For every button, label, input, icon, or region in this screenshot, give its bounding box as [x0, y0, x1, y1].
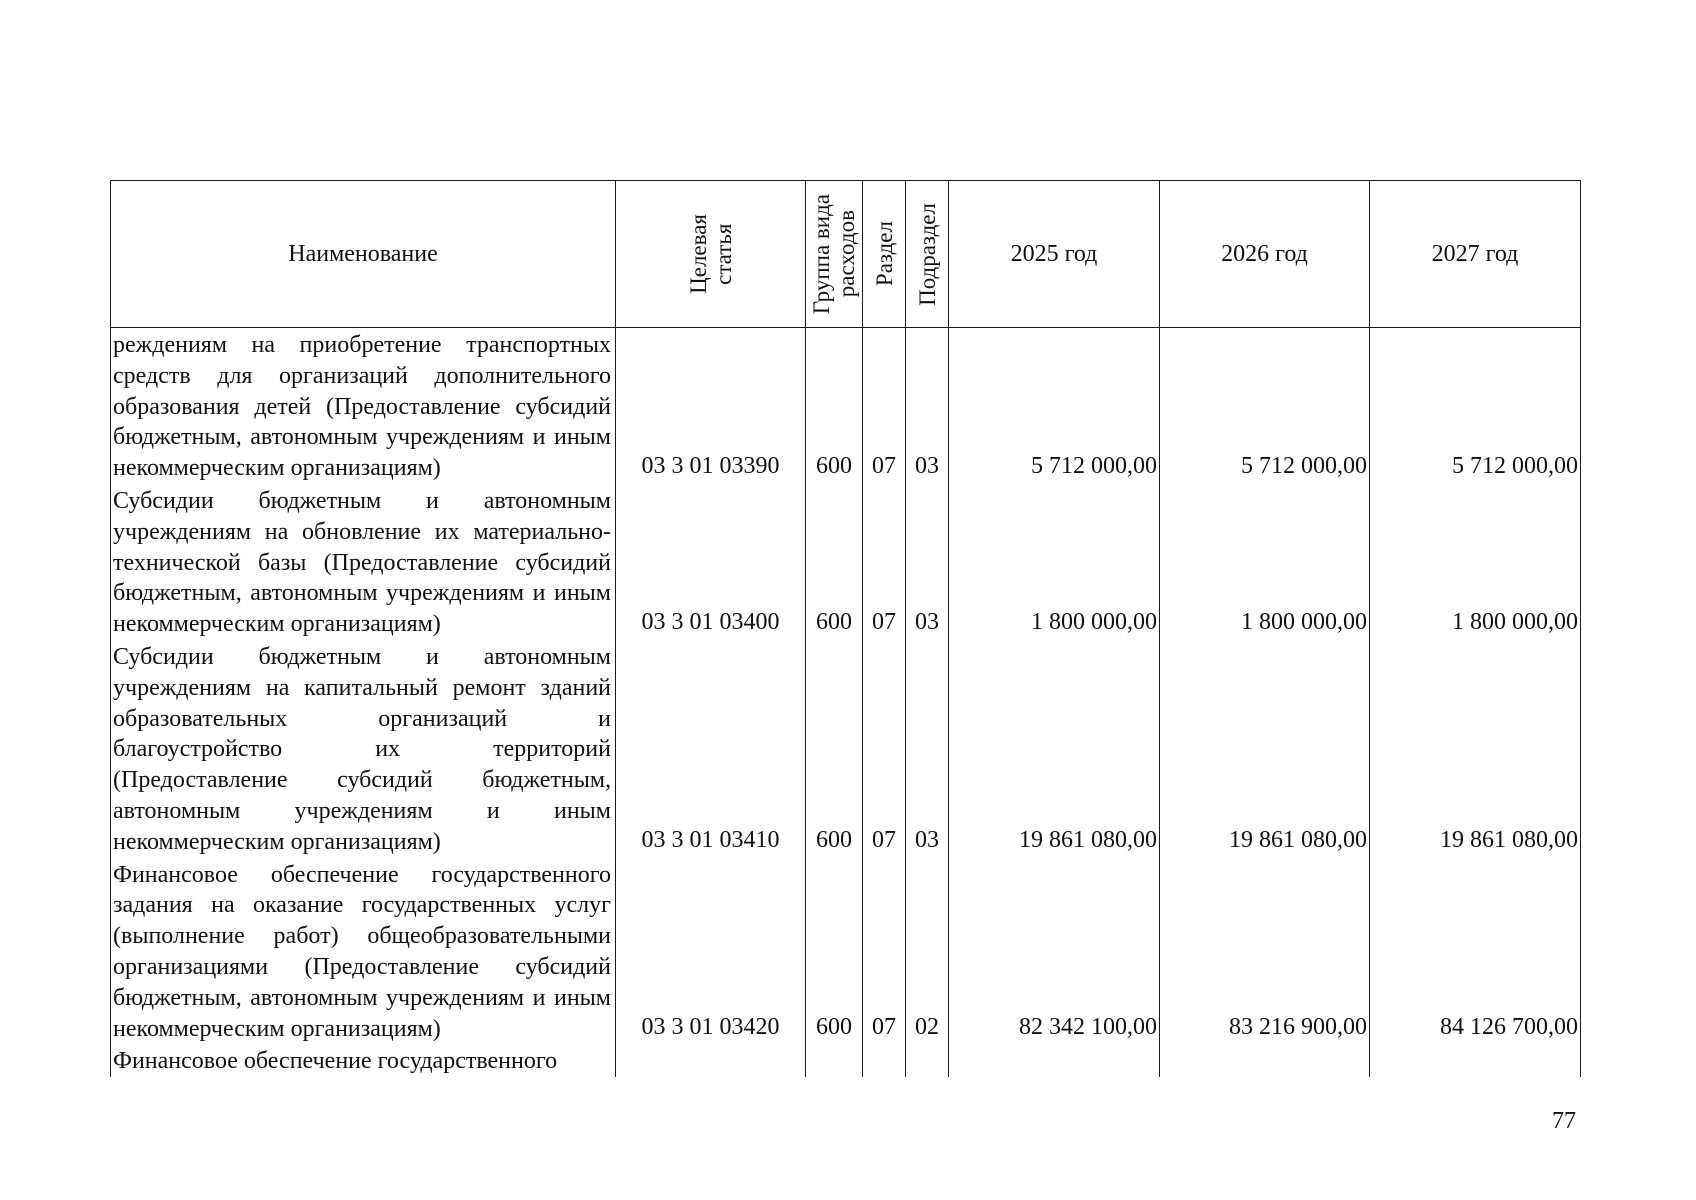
table-row [111, 640, 1581, 858]
header-year-2026: 2026 год [1160, 181, 1370, 328]
table-row [111, 858, 1581, 1045]
row-amount-2026 [1160, 1044, 1370, 1077]
row-expense-group: 600 [806, 328, 863, 484]
header-target-article [616, 181, 806, 328]
row-amount-2027 [1370, 1044, 1581, 1077]
row-target-article: 03 3 01 03390 [616, 328, 806, 484]
row-subsection [906, 1044, 949, 1077]
row-section: 07 [863, 858, 906, 1045]
row-amount-2027: 84 126 700,00 [1370, 858, 1581, 1045]
row-name: Субсидии бюджетным и автономным учреждениям на капитальный ремонт зданий образовательных организаций и благоустройство их территорий (Предоставление субсидий бюджетным, автономным учреждениям и иным некоммерческим организациям) [111, 640, 616, 858]
table-row [111, 1044, 1581, 1077]
header-expense-group [806, 181, 863, 328]
row-name: реждениям на приобретение транспортных средств для организаций дополнительного образования детей (Предоставление субсидий бюджетным, автономным учреждениям и иным некоммерческим организациям) [111, 328, 616, 484]
header-subsection-label: Подраздел [914, 202, 940, 306]
row-target-article: 03 3 01 03400 [616, 484, 806, 640]
header-section [863, 181, 906, 328]
row-subsection: 02 [906, 858, 949, 1045]
row-target-article: 03 3 01 03410 [616, 640, 806, 858]
row-amount-2025 [949, 1044, 1160, 1077]
row-subsection: 03 [906, 328, 949, 484]
row-expense-group: 600 [806, 858, 863, 1045]
row-expense-group [806, 1044, 863, 1077]
header-target-article-line1: Целевая [685, 214, 711, 294]
row-amount-2025: 1 800 000,00 [949, 484, 1160, 640]
row-target-article [616, 1044, 806, 1077]
row-expense-group: 600 [806, 484, 863, 640]
table-header [111, 181, 1581, 328]
header-expense-group-line2: расходов [834, 210, 859, 298]
row-name: Субсидии бюджетным и автономным учреждениям на обновление их материально-технической базы (Предоставление субсидий бюджетным, автономным учреждениям и иным некоммерческим организациям) [111, 484, 616, 640]
row-amount-2027: 19 861 080,00 [1370, 640, 1581, 858]
header-name: Наименование [111, 181, 616, 328]
row-section: 07 [863, 640, 906, 858]
row-amount-2026: 83 216 900,00 [1160, 858, 1370, 1045]
header-target-article-line2: статья [710, 223, 736, 285]
row-amount-2026: 19 861 080,00 [1160, 640, 1370, 858]
table-row [111, 328, 1581, 484]
row-amount-2025: 5 712 000,00 [949, 328, 1160, 484]
table-row [111, 484, 1581, 640]
row-expense-group: 600 [806, 640, 863, 858]
row-section: 07 [863, 328, 906, 484]
page-number: 77 [1552, 1108, 1576, 1134]
row-name: Финансовое обеспечение государственного [111, 1044, 616, 1077]
row-amount-2027: 1 800 000,00 [1370, 484, 1581, 640]
table-body [111, 328, 1581, 1078]
row-amount-2027: 5 712 000,00 [1370, 328, 1581, 484]
row-section [863, 1044, 906, 1077]
row-amount-2025: 82 342 100,00 [949, 858, 1160, 1045]
row-subsection: 03 [906, 640, 949, 858]
row-subsection: 03 [906, 484, 949, 640]
row-amount-2026: 1 800 000,00 [1160, 484, 1370, 640]
row-amount-2025: 19 861 080,00 [949, 640, 1160, 858]
header-expense-group-line1: Группа вида [809, 193, 834, 315]
header-subsection [906, 181, 949, 328]
row-section: 07 [863, 484, 906, 640]
header-section-label: Раздел [871, 221, 897, 287]
row-target-article: 03 3 01 03420 [616, 858, 806, 1045]
row-amount-2026: 5 712 000,00 [1160, 328, 1370, 484]
header-year-2025: 2025 год [949, 181, 1160, 328]
header-year-2027: 2027 год [1370, 181, 1581, 328]
row-name: Финансовое обеспечение государственного задания на оказание государственных услуг (выполнение работ) общеобразовательными организациями (Предоставление субсидий бюджетным, автономным учреждениям и иным некоммерческим организациям) [111, 858, 616, 1045]
budget-table [110, 180, 1581, 1077]
